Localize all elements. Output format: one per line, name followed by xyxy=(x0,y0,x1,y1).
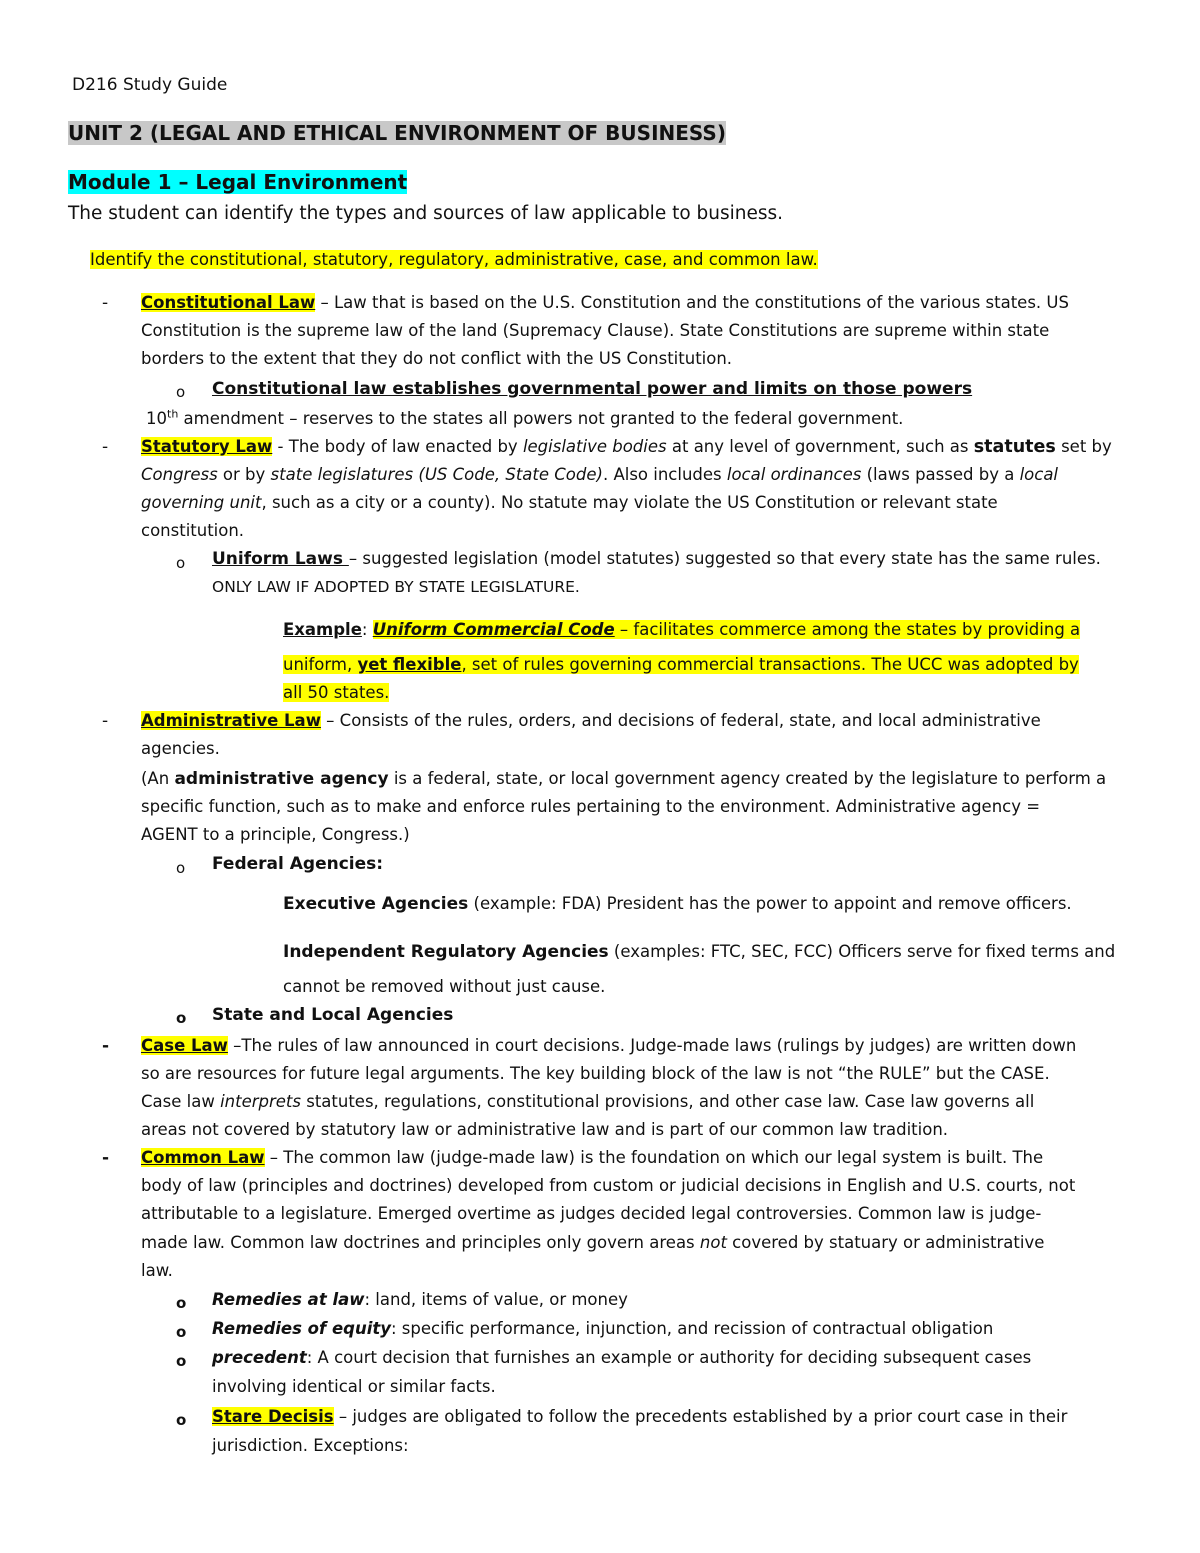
administrative-line-5: AGENT to a principle, Congress.) xyxy=(141,825,410,844)
constitutional-line-3: borders to the extent that they do not conflict with the US Constitution. xyxy=(141,349,733,368)
statutory-text: at any level of government, such as xyxy=(666,437,974,456)
competency-text xyxy=(90,248,818,272)
case-law-line-4: areas not covered by statutory law or administrative law and is part of our common law tradition. xyxy=(141,1120,949,1139)
module-heading-text: Module 1 – Legal Environment xyxy=(68,170,408,194)
common-law-line-5: law. xyxy=(141,1261,173,1280)
stare-decisis-text: – judges are obligated to follow the precedents established by a prior court case in their xyxy=(333,1407,1068,1426)
ucc-text: , set of rules governing commercial transactions. The UCC was adopted by xyxy=(461,655,1079,674)
statutory-term: Statutory Law xyxy=(141,437,273,456)
statutory-text: or by xyxy=(217,465,271,484)
example-line-2 xyxy=(283,652,1079,678)
independent-agencies-text: (examples: FTC, SEC, FCC) Officers serve for fixed terms and xyxy=(608,942,1116,961)
o-bullet: o xyxy=(176,383,186,401)
uniform-laws-term: Uniform Laws xyxy=(212,549,349,569)
common-law-text: covered by statuary or administrative xyxy=(726,1233,1045,1252)
ucc-text: – facilitates commerce among the states by providing a xyxy=(614,620,1081,639)
common-law-line-2: body of law (principles and doctrines) developed from custom or judicial decisions in English and U.S. courts, not xyxy=(141,1176,1076,1195)
dash-bullet: - xyxy=(102,437,109,457)
interprets-italic: interprets xyxy=(220,1092,301,1111)
example-line-3 xyxy=(283,680,389,706)
ucc-text: uniform, xyxy=(283,655,358,674)
module-heading xyxy=(68,168,407,196)
constitutional-line-2: Constitution is the supreme law of the land (Supremacy Clause). State Constitutions are supreme within state xyxy=(141,321,1050,340)
common-law-text: – The common law (judge-made law) is the foundation on which our legal system is built. The xyxy=(264,1148,1044,1167)
remedies-at-law-text: : land, items of value, or money xyxy=(364,1290,628,1309)
constitutional-line-1 xyxy=(141,291,1069,315)
precedent-term: precedent xyxy=(212,1348,307,1367)
statutory-text: (laws passed by a xyxy=(861,465,1020,484)
example-line-1 xyxy=(283,617,1080,643)
executive-agencies-text: (example: FDA) President has the power to appoint and remove officers. xyxy=(468,894,1072,913)
case-law-line-3 xyxy=(141,1090,1034,1114)
yet-flexible: yet flexible xyxy=(357,655,462,674)
uniform-laws-line-2: ONLY LAW IF ADOPTED BY STATE LEGISLATURE. xyxy=(212,578,580,596)
case-law-term: Case Law xyxy=(141,1036,228,1055)
administrative-text: (An xyxy=(141,769,175,788)
dash-bullet: - xyxy=(102,1036,110,1056)
constitutional-text: – Law that is based on the U.S. Constitution and the constitutions of the various states. US xyxy=(315,293,1069,312)
precedent-line-1 xyxy=(212,1346,1031,1370)
common-law-line-3: attributable to a legislature. Emerged overtime as judges decided legal controversies. Common law is judge- xyxy=(141,1204,1042,1223)
independent-agencies-line-1 xyxy=(283,940,1115,964)
example-label: Example xyxy=(283,620,362,639)
administrative-term: Administrative Law xyxy=(141,711,321,730)
amendment-suffix: th xyxy=(167,407,179,421)
statutory-line-2 xyxy=(141,463,1058,487)
o-bullet: o xyxy=(176,554,186,572)
federal-agencies: Federal Agencies: xyxy=(212,854,384,874)
precedent-line-2: involving identical or similar facts. xyxy=(212,1377,496,1396)
example-colon: : xyxy=(361,620,373,639)
statutory-text: - The body of law enacted by xyxy=(272,437,523,456)
o-bullet: o xyxy=(176,1294,187,1312)
common-law-line-4 xyxy=(141,1231,1044,1255)
case-law-line-1 xyxy=(141,1034,1076,1058)
o-bullet: o xyxy=(176,1323,187,1341)
administrative-line-3 xyxy=(141,767,1106,791)
objective-text: The student can identify the types and sources of law applicable to business. xyxy=(68,203,784,224)
administrative-line-2: agencies. xyxy=(141,739,220,758)
independent-agencies-line-2: cannot be removed without just cause. xyxy=(283,977,606,996)
o-bullet: o xyxy=(176,859,186,877)
administrative-text: is a federal, state, or local government agency created by the legislature to perform a xyxy=(388,769,1107,788)
amendment-number: 10 xyxy=(146,409,167,428)
statutory-text: set by xyxy=(1055,437,1112,456)
remedies-at-law xyxy=(212,1288,628,1312)
remedies-of-equity-term: Remedies of equity xyxy=(212,1319,391,1338)
precedent-text: : A court decision that furnishes an example or authority for deciding subsequent cases xyxy=(306,1348,1032,1367)
ucc-term: Uniform Commercial Code xyxy=(372,620,615,639)
statutory-line-3 xyxy=(141,491,998,515)
administrative-agency-bold: administrative agency xyxy=(174,769,389,789)
unit-heading xyxy=(68,119,726,147)
doc-title: D216 Study Guide xyxy=(72,75,228,95)
common-law-term: Common Law xyxy=(141,1148,265,1167)
independent-agencies-term: Independent Regulatory Agencies xyxy=(283,942,609,962)
stare-decisis-line-1 xyxy=(212,1405,1067,1429)
statutory-italic: state legislatures (US Code, State Code) xyxy=(270,465,603,484)
administrative-line-1 xyxy=(141,709,1041,733)
case-law-text: statutes, regulations, constitutional provisions, and other case law. Case law governs all xyxy=(300,1092,1035,1111)
unit-heading-text: UNIT 2 (LEGAL AND ETHICAL ENVIRONMENT OF BUSINESS) xyxy=(68,121,726,145)
statutory-italic: local ordinances xyxy=(726,465,862,484)
executive-agencies-term: Executive Agencies xyxy=(283,894,469,914)
uniform-laws-line-1 xyxy=(212,547,1101,571)
statutory-italic: legislative bodies xyxy=(522,437,667,456)
statutory-line-4: constitution. xyxy=(141,521,245,540)
tenth-amendment xyxy=(146,407,903,431)
case-law-text: –The rules of law announced in court decisions. Judge-made laws (rulings by judges) are written down xyxy=(227,1036,1077,1055)
ucc-text: all 50 states. xyxy=(283,683,390,702)
executive-agencies-line xyxy=(283,892,1072,916)
dash-bullet: - xyxy=(102,293,109,313)
constitutional-term: Constitutional Law xyxy=(141,293,316,312)
state-local-agencies: State and Local Agencies xyxy=(212,1005,454,1025)
statutory-italic: local xyxy=(1019,465,1059,484)
statutory-text: . Also includes xyxy=(602,465,727,484)
competency-highlight: Identify the constitutional, statutory, regulatory, administrative, case, and common law. xyxy=(90,250,818,269)
administrative-line-4: specific function, such as to make and enforce rules pertaining to the environment. Administrative agency = xyxy=(141,797,1041,816)
remedies-of-equity xyxy=(212,1317,993,1341)
statutory-italic: governing unit xyxy=(141,493,262,512)
constitutional-sub: Constitutional law establishes governmental power and limits on those powers xyxy=(212,379,973,399)
statutory-line-1 xyxy=(141,435,1112,459)
stare-decisis-line-2: jurisdiction. Exceptions: xyxy=(212,1436,409,1455)
statutory-text: , such as a city or a county). No statute may violate the US Constitution or relevant state xyxy=(261,493,998,512)
statutes-bold: statutes xyxy=(973,437,1056,457)
o-bullet: o xyxy=(176,1009,187,1027)
common-law-line-1 xyxy=(141,1146,1043,1170)
remedies-of-equity-text: : specific performance, injunction, and recission of contractual obligation xyxy=(391,1319,994,1338)
o-bullet: o xyxy=(176,1352,187,1370)
not-italic: not xyxy=(699,1233,727,1252)
amendment-text: amendment – reserves to the states all powers not granted to the federal government. xyxy=(178,409,904,428)
uniform-laws-text: – suggested legislation (model statutes) suggested so that every state has the same rules. xyxy=(348,549,1101,568)
remedies-at-law-term: Remedies at law xyxy=(212,1290,365,1309)
o-bullet: o xyxy=(176,1411,187,1429)
stare-decisis-term: Stare Decisis xyxy=(212,1407,334,1426)
administrative-text: – Consists of the rules, orders, and decisions of federal, state, and local administrative xyxy=(320,711,1041,730)
statutory-italic: Congress xyxy=(141,465,218,484)
common-law-text: made law. Common law doctrines and principles only govern areas xyxy=(141,1233,700,1252)
case-law-line-2: so are resources for future legal arguments. The key building block of the law is not “the RULE” but the CASE. xyxy=(141,1064,1050,1083)
dash-bullet: - xyxy=(102,711,109,731)
dash-bullet: - xyxy=(102,1148,110,1168)
case-law-text: Case law xyxy=(141,1092,221,1111)
